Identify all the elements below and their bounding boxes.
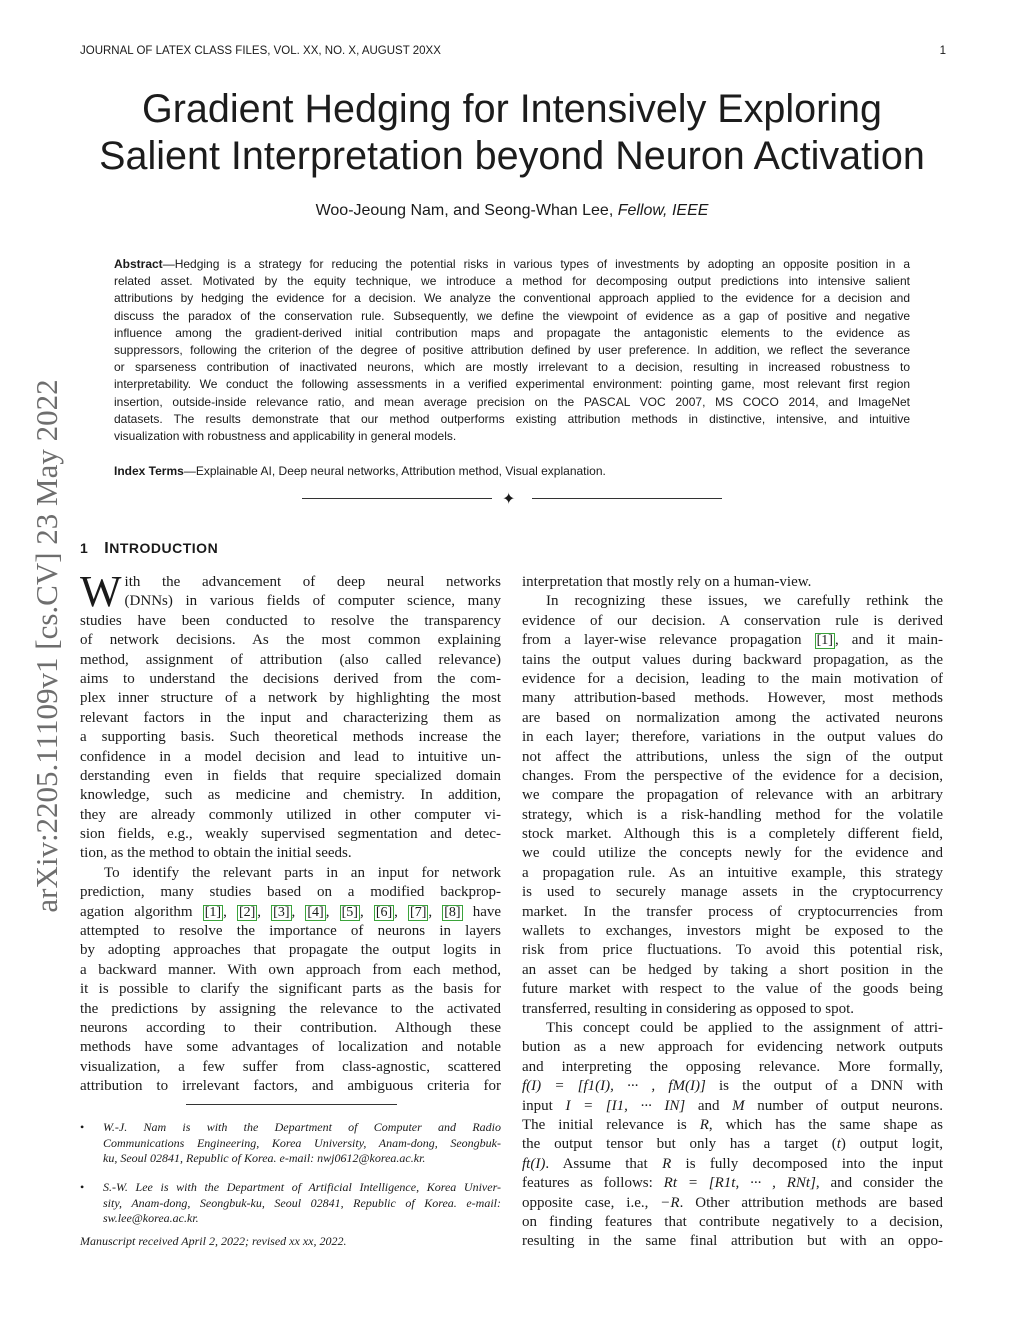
author-names: Woo-Jeoung Nam, and Seong-Whan Lee, — [315, 202, 618, 219]
text-line: (DNNs) in various fields of computer science, many — [124, 593, 501, 610]
text-line: are based on normalization among the activated neurons — [522, 709, 943, 726]
text-line: market. In the transfer process of cryptocurrencies from — [522, 903, 943, 920]
arxiv-stamp: arXiv:2205.11109v1 [cs.CV] 23 May 2022 — [29, 379, 64, 913]
math-expression: t — [836, 1136, 841, 1153]
bullet-icon: • — [80, 1180, 85, 1194]
running-header — [80, 45, 946, 57]
math-expression: −R — [660, 1194, 680, 1211]
text-line: interpretation that mostly rely on a human-view. — [522, 574, 812, 590]
citation-link[interactable]: [5] — [341, 904, 358, 920]
footnote-line: S.-W. Lee is with the Department of Artificial Intelligence, Korea Univer- — [103, 1180, 501, 1194]
text-line: neurons according to their contribution. Although these — [80, 1019, 501, 1036]
text-line: attempted to resolve the importance of neurons in layers — [80, 923, 501, 940]
text-line: evidence of our decision. A conservation rule is derived — [522, 612, 943, 629]
math-expression: R — [699, 1116, 709, 1133]
math-expression: I = [I1, ··· IN] — [565, 1097, 686, 1114]
citation-link[interactable]: [6] — [375, 904, 393, 920]
text-line: studies have been conducted to resolve the transparency — [80, 612, 501, 629]
text-line: ft(I). Assume that R is fully decomposed into the input — [522, 1155, 944, 1172]
abstract — [114, 256, 910, 445]
text-line: This concept could be applied to the assignment of attri- — [546, 1019, 943, 1036]
left-column — [80, 567, 502, 1097]
abstract-line: datasets. The results demonstrate that our method outperforms existing attribution methods in distinctive, intensive, and intuitive — [114, 411, 910, 426]
author-honor: Fellow, IEEE — [617, 202, 709, 219]
text-line: by adopting approaches that propagate the output logits in — [80, 942, 501, 959]
footnote-affiliation-1 — [80, 1120, 501, 1167]
section-number: 1 — [80, 540, 89, 556]
manuscript-note: Manuscript received April 2, 2022; revised xx xx, 2022. — [80, 1234, 347, 1248]
abstract-line: insertion, outside-inside relevance ratio, and mean average precision on the PASCAL VOC 2007, MS COCO 2014, and ImageNet — [114, 394, 910, 409]
paragraph-related — [80, 864, 501, 1097]
abstract-label: Abstract — [114, 257, 163, 271]
footnote-line: sw.lee@korea.ac.kr. — [103, 1211, 199, 1225]
text-line: on finding features that contribute negatively to a decision, — [522, 1213, 943, 1230]
text-line: from a layer-wise relevance propagation [1] , and it main- — [522, 632, 943, 649]
title-line-2: Salient Interpretation beyond Neuron Activation — [99, 134, 925, 178]
footnote-affiliation-2 — [80, 1180, 501, 1227]
citation-link[interactable]: [1] — [816, 633, 833, 649]
math-expression: ft(I) — [522, 1155, 546, 1172]
text-line: it is possible to clarify the significant parts as the basis for — [80, 981, 501, 998]
text-line: evidence for a decision, leading to the main motivation of — [522, 670, 943, 687]
text-line: an asset can be hedged by taking a short position in the — [522, 961, 943, 978]
text-line: plex inner structure of a network by highlighting the most — [80, 690, 501, 707]
text-line: tains the output values during backward propagation, as the — [522, 651, 943, 668]
text-line: transferred, resulting in considering as opposed to spot. — [522, 1000, 855, 1017]
bullet-icon: • — [80, 1120, 85, 1134]
text-line: ith the advancement of deep neural networks — [124, 574, 501, 590]
abstract-line: attributions by hedging the evidence for a decision. We analyze the conventional approach applied to the evidence for a decision and — [114, 291, 910, 306]
text-line: To identify the relevant parts in an input for network — [104, 864, 501, 881]
text-line: resulting in the same final attribution but with an oppo- — [522, 1233, 943, 1250]
citation-link[interactable]: [7] — [410, 904, 427, 920]
text-line: In recognizing these issues, we carefully rethink the — [546, 593, 943, 610]
text-line: a backward manner. With own approach from each method, — [80, 961, 501, 978]
section-heading — [80, 540, 218, 558]
text-line: future market with respect to the value of the goods being — [522, 981, 943, 998]
section-separator — [302, 490, 722, 508]
text-line: bution as a new approach for evidencing network outputs — [522, 1039, 943, 1056]
text-line: relevant factors in the input and characterizing them as — [80, 709, 501, 726]
paper-title — [40, 86, 984, 180]
text-line: risk from price fluctuations. To avoid this potential risk, — [522, 942, 943, 959]
text-line: visualization, a few suffer from class-agnostic, scattered — [80, 1058, 501, 1075]
text-line: stock market. Although this is a completely different field, — [522, 826, 943, 843]
abstract-line: interpretability. We conduct the following assessments in a verified experimental environment: pointing game, most relevant first region — [114, 377, 910, 392]
math-expression: R — [662, 1155, 672, 1172]
text-line: not affect the attributions, unless the sign of the output — [522, 748, 943, 765]
diamond-icon: ✦ — [502, 491, 516, 508]
footnote-line: sity, Anam-dong, Seongbuk-ku, Seoul 02841, Republic of Korea. e-mail: — [103, 1195, 501, 1210]
text-line: opposite case, i.e., −R. Other attribution methods are based — [522, 1194, 943, 1211]
text-line: confidence in a model decision and lead to intuitive un- — [80, 748, 501, 765]
text-line: method, assignment of attribution (also called relevance) — [80, 651, 501, 668]
right-column — [522, 573, 943, 1252]
text-line: is used to securely manage assets in the cryptocurrency — [522, 884, 943, 901]
text-line: of network decisions. As the most common explaining — [80, 632, 501, 649]
text-line: in each layer; therefore, variations in the output values do — [522, 729, 943, 746]
text-line: the output tensor but only has a target (t) output logit, — [522, 1136, 943, 1153]
citation-link[interactable]: [3] — [273, 904, 290, 920]
section-title-rest: NTRODUCTION — [109, 540, 219, 556]
text-line: changes. From the perspective of the evidence for a decision, — [522, 767, 943, 784]
text-line: the predictions by assigning the relevance to the activated — [80, 1000, 501, 1017]
title-line-1: Gradient Hedging for Intensively Exploring — [142, 87, 882, 131]
paragraph-rethink — [522, 592, 943, 1019]
abstract-line: influence among the gradient-derived initial contribution maps and propagate the antagonistic elements to the evidence as — [114, 325, 910, 340]
math-expression: Rt = [R1t, ··· , RNt] — [663, 1175, 816, 1192]
paragraph-hedging — [522, 1019, 943, 1252]
paragraph-intro — [80, 567, 501, 864]
citation-link[interactable]: [8] — [444, 904, 461, 920]
dropcap: W — [80, 567, 122, 616]
abstract-line: or sparseness contribution of inactivated neurons, which are mostly irrelevant to a decision, resulting in increased robustness to — [114, 360, 910, 375]
abstract-line: discuss the paradox of the conservation rule. Subsequently, we define the viewpoint of evidence as a gap of positive and negative — [114, 308, 910, 323]
text-line: tion, as the method to obtain the initial seeds. — [80, 845, 352, 862]
text-line: knowledge, such as medicine and chemistry. In addition, — [80, 787, 501, 804]
text-line: input I = [I1, ··· IN] and M number of output neurons. — [522, 1097, 943, 1114]
footnote-line: W.-J. Nam is with the Department of Computer and Radio — [103, 1120, 501, 1134]
text-line: many attribution-based methods. However, most methods — [522, 690, 943, 707]
section-initial: I — [104, 540, 110, 557]
footnote-line: Communications Engineering, Korea University, Anam-dong, Seongbuk- — [103, 1135, 501, 1150]
separator-rule-right — [532, 498, 722, 499]
text-line: f(I) = [f1(I), ··· , fM(I)] is the output of a DNN with — [522, 1078, 943, 1095]
math-expression: M — [732, 1097, 745, 1114]
text-line: strategy, which is a risk-handling method for the volatile — [522, 806, 943, 823]
citation-link[interactable]: [4] — [307, 904, 324, 920]
text-line: and interpreting the opposing relevance. More formally, — [522, 1058, 943, 1075]
abstract-line: related asset. Motivated by the equity technique, we introduce a method for decomposing output predictions into intensive salient — [114, 274, 910, 289]
text-line: features as follows: Rt = [R1t, ··· , RNt], and consider the — [522, 1175, 943, 1192]
text-line: agation algorithm [1] , [2] , [3] , [4] , [5] , [6] , [7] , [8] have — [80, 903, 502, 920]
text-line: attribution to irrelevant factors, and ambiguous criteria for — [80, 1078, 501, 1095]
index-terms-text: —Explainable AI, Deep neural networks, Attribution method, Visual explanation. — [183, 464, 606, 478]
abstract-line: suppressors, following the criterion of the degree of positive attribution defined by user preference. In addition, we reflect the severance — [114, 343, 910, 358]
separator-rule-left — [302, 498, 492, 499]
text-line: a propagation rule. As an intuitive example, this strategy — [522, 864, 943, 881]
page-number: 1 — [939, 45, 946, 57]
text-line: a supporting basis. Such theoretical methods increase the — [80, 729, 501, 746]
text-line: derstanding even in fields that require specialized domain — [80, 767, 501, 784]
author-line — [0, 202, 1024, 220]
journal-name: JOURNAL OF LATEX CLASS FILES, VOL. XX, NO. X, AUGUST 20XX — [80, 45, 441, 57]
citation-link[interactable]: [1] — [204, 904, 222, 920]
text-line: we could utilize the concepts newly for the evidence and — [522, 845, 943, 862]
abstract-line: visualization with robustness and applicability in general models. — [114, 429, 457, 444]
footnote-rule — [186, 1104, 397, 1105]
abstract-line: Abstract—Hedging is a strategy for reducing the potential risks in various types of investments by adopting an opposite position in a — [114, 257, 910, 271]
text-line: we compare the propagation of relevance with an arbitrary — [522, 787, 943, 804]
text-line: aims to understand the decisions derived from the com- — [80, 670, 501, 687]
citation-link[interactable]: [2] — [238, 904, 256, 920]
text-line: wallets to exchanges, investors might be exposed to the — [522, 923, 943, 940]
index-terms-label: Index Terms — [114, 464, 184, 478]
text-line: prediction, many studies based on a modified backprop- — [80, 884, 501, 901]
text-line: they are already commonly utilized in other computer vi- — [80, 806, 501, 823]
math-expression: f(I) = [f1(I), ··· , fM(I)] — [522, 1078, 706, 1095]
text-line: methods have some advantages of localization and notable — [80, 1039, 501, 1056]
footnote-line: ku, Seoul 02841, Republic of Korea. e-mail: nwj0612@korea.ac.kr. — [103, 1151, 426, 1165]
text-line: The initial relevance is R, which has the same shape as — [522, 1116, 943, 1133]
text-line: sion fields, e.g., weakly supervised segmentation and detec- — [80, 826, 501, 843]
index-terms — [114, 464, 910, 478]
